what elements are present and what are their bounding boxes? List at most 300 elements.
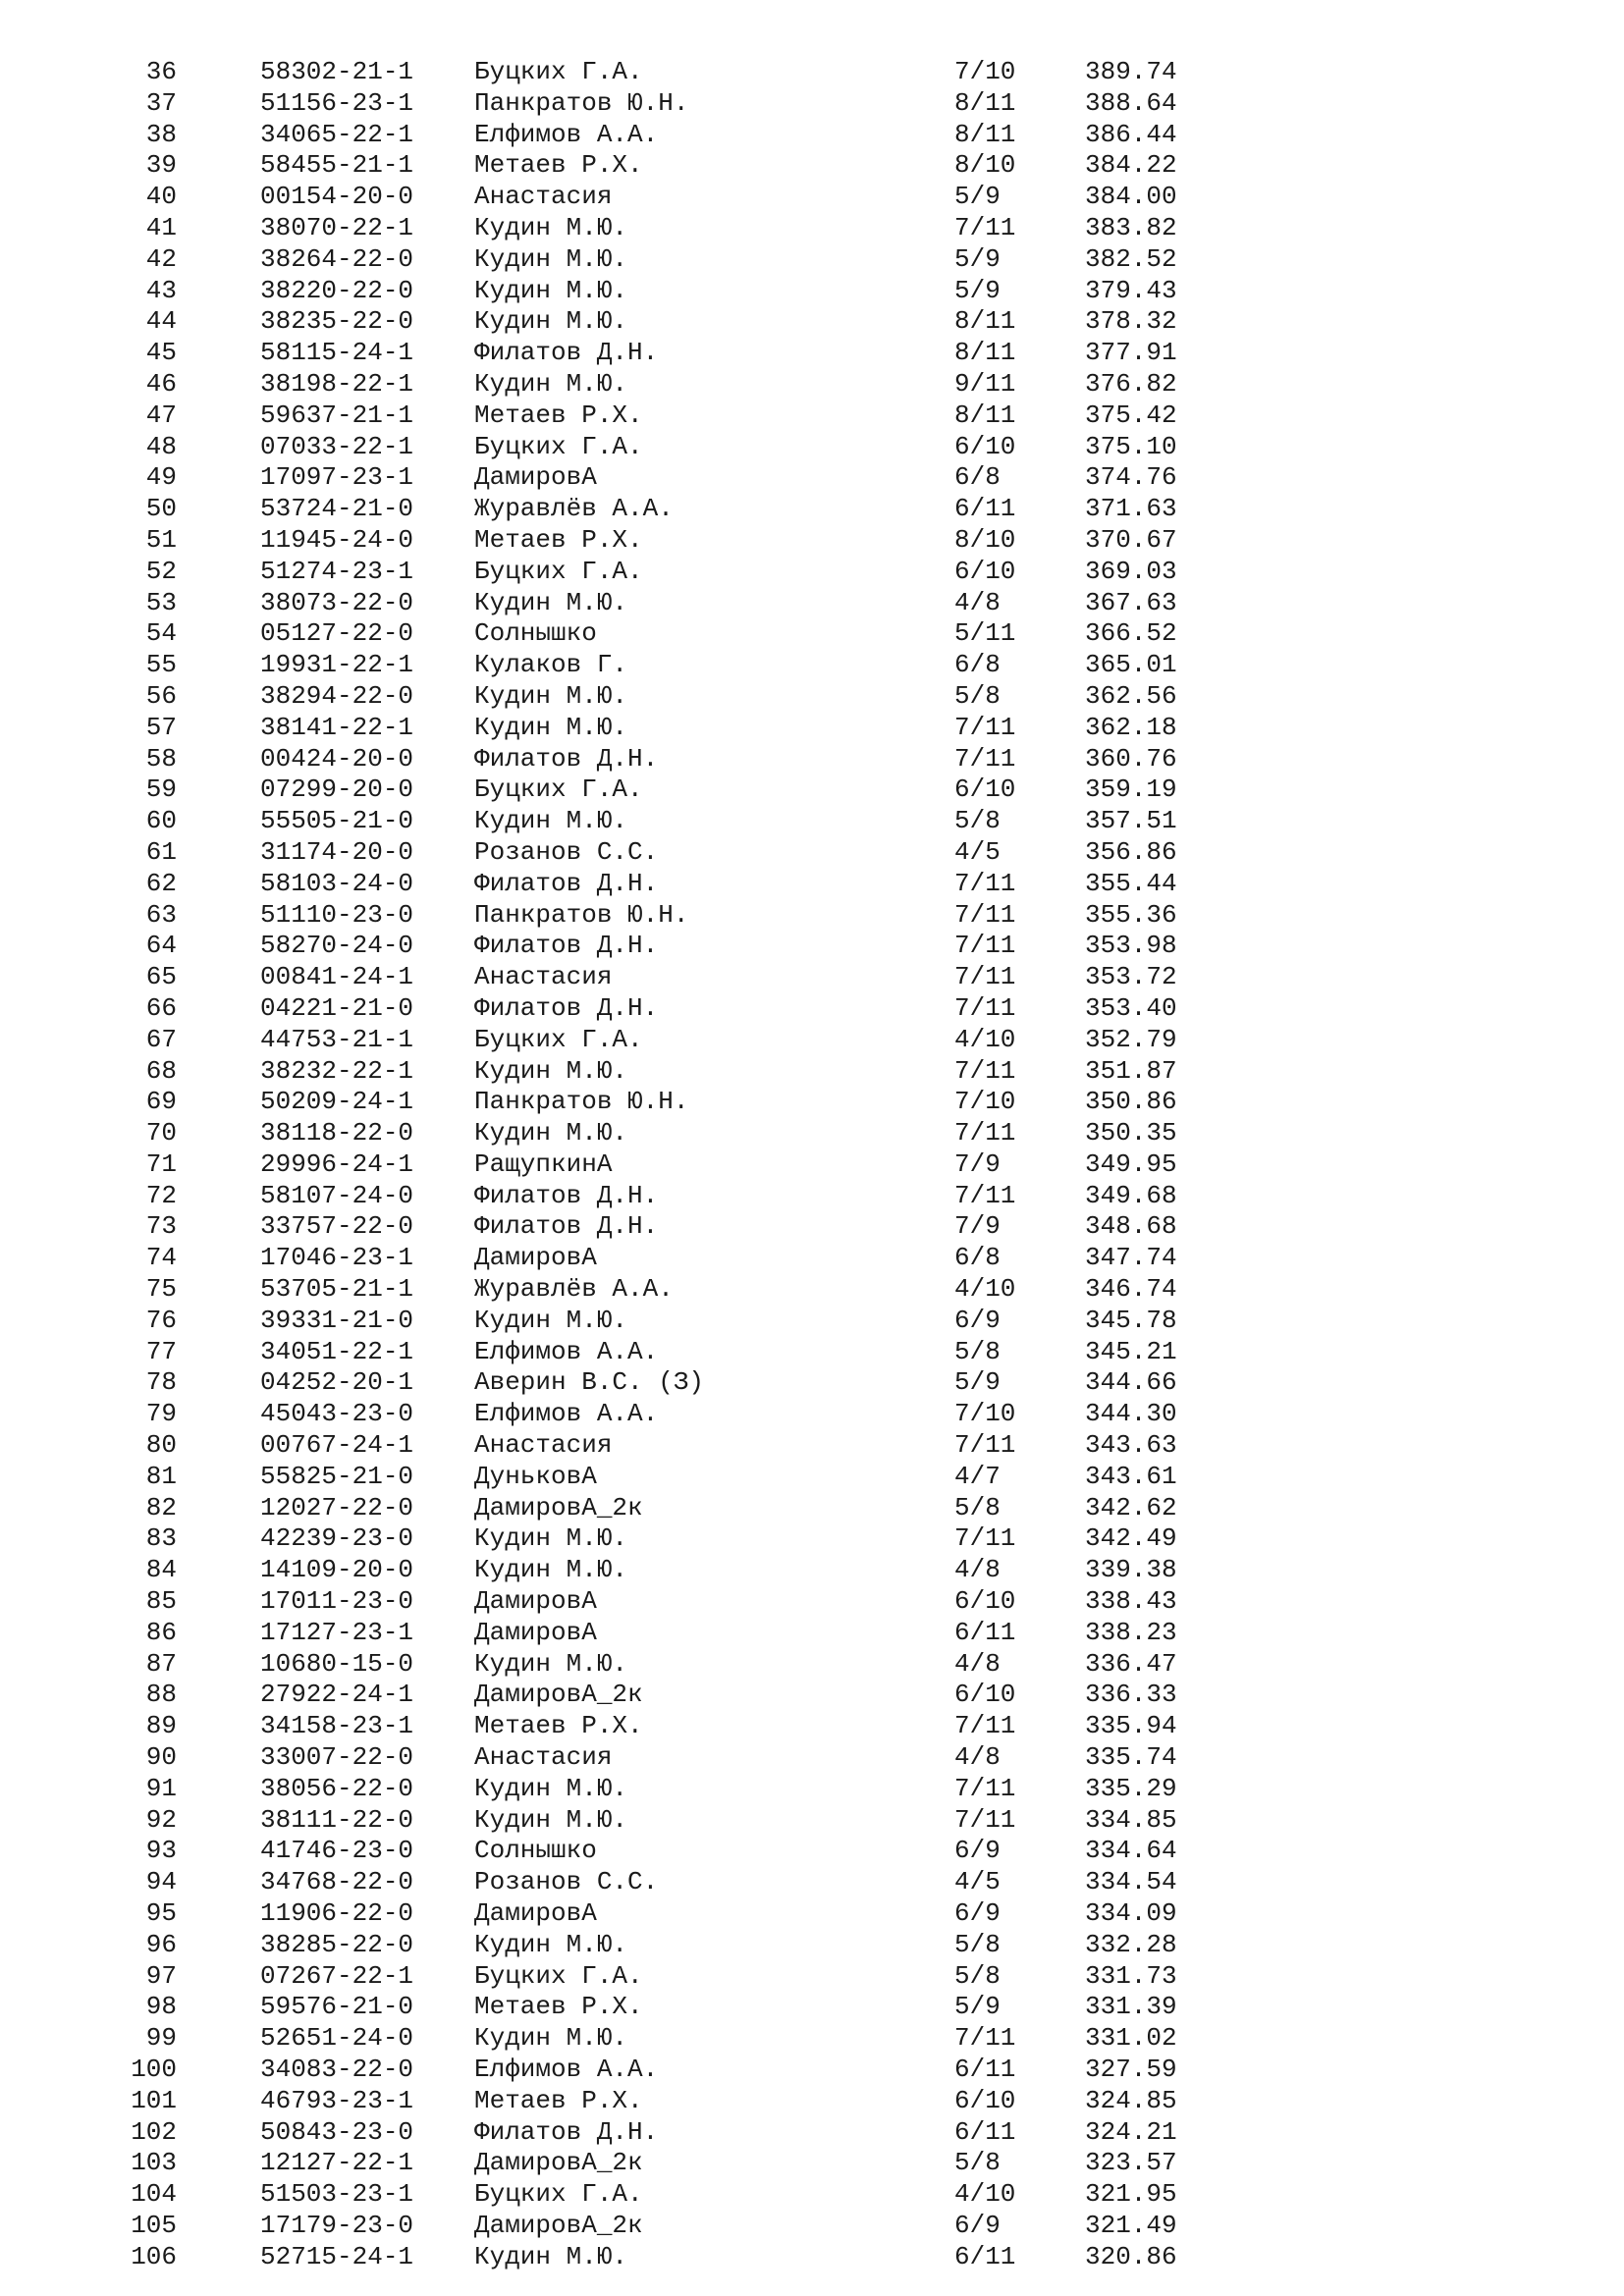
rank-cell: 61 xyxy=(145,836,177,867)
score-cell: 375.10 xyxy=(1085,431,1177,461)
table-row xyxy=(0,557,1624,588)
name-cell: ДамировА_2к xyxy=(474,1680,643,1710)
table-row xyxy=(0,400,1624,432)
table-row xyxy=(0,1211,1624,1243)
code-cell: 11945-24-0 xyxy=(260,524,414,555)
name-cell: Кудин М.Ю. xyxy=(474,368,628,399)
rank-cell: 64 xyxy=(145,931,177,961)
rank-cell: 48 xyxy=(145,431,177,461)
table-row xyxy=(0,1337,1624,1368)
name-cell: Кудин М.Ю. xyxy=(474,680,628,711)
rank-cell: 40 xyxy=(145,182,177,212)
ratio-cell: 8/11 xyxy=(954,306,1016,337)
code-cell: 07267-22-1 xyxy=(260,1960,414,1991)
score-cell: 343.61 xyxy=(1085,1461,1177,1491)
ratio-cell: 7/11 xyxy=(954,899,1016,930)
rank-cell: 55 xyxy=(145,650,177,680)
name-cell: Панкратов Ю.Н. xyxy=(474,899,689,930)
name-cell: Анастасия xyxy=(474,962,613,992)
name-cell: Солнышко xyxy=(474,1836,597,1866)
ratio-cell: 7/11 xyxy=(954,1430,1016,1461)
table-row xyxy=(0,1149,1624,1181)
code-cell: 45043-23-0 xyxy=(260,1399,414,1429)
rank-cell: 44 xyxy=(145,306,177,337)
name-cell: Филатов Д.Н. xyxy=(474,1211,659,1242)
rank-cell: 71 xyxy=(145,1148,177,1179)
ratio-cell: 7/11 xyxy=(954,712,1016,742)
code-cell: 19931-22-1 xyxy=(260,650,414,680)
table-row xyxy=(0,774,1624,806)
rank-cell: 47 xyxy=(145,400,177,430)
code-cell: 39331-21-0 xyxy=(260,1305,414,1335)
rank-cell: 72 xyxy=(145,1180,177,1210)
name-cell: ДамировА_2к xyxy=(474,2210,643,2240)
name-cell: Метаев Р.Х. xyxy=(474,150,643,181)
results-list xyxy=(0,57,1624,2273)
code-cell: 12027-22-0 xyxy=(260,1492,414,1522)
ratio-cell: 9/11 xyxy=(954,368,1016,399)
table-row xyxy=(0,1930,1624,1961)
table-row xyxy=(0,1243,1624,1274)
ratio-cell: 5/9 xyxy=(954,275,1001,305)
score-cell: 331.02 xyxy=(1085,2023,1177,2054)
table-row xyxy=(0,1025,1624,1056)
ratio-cell: 7/11 xyxy=(954,743,1016,774)
name-cell: Кудин М.Ю. xyxy=(474,1118,628,1148)
table-row xyxy=(0,120,1624,151)
name-cell: ДамировА xyxy=(474,462,597,493)
ratio-cell: 5/8 xyxy=(954,1960,1001,1991)
score-cell: 353.98 xyxy=(1085,931,1177,961)
code-cell: 58270-24-0 xyxy=(260,931,414,961)
table-row xyxy=(0,1462,1624,1493)
score-cell: 351.87 xyxy=(1085,1055,1177,1086)
ratio-cell: 5/8 xyxy=(954,1492,1001,1522)
score-cell: 389.74 xyxy=(1085,57,1177,86)
rank-cell: 38 xyxy=(145,119,177,149)
rank-cell: 106 xyxy=(131,2241,177,2271)
code-cell: 53705-21-1 xyxy=(260,1274,414,1305)
table-row xyxy=(0,1493,1624,1524)
code-cell: 38294-22-0 xyxy=(260,680,414,711)
code-cell: 17179-23-0 xyxy=(260,2210,414,2240)
score-cell: 343.63 xyxy=(1085,1430,1177,1461)
rank-cell: 49 xyxy=(145,462,177,493)
name-cell: Елфимов А.А. xyxy=(474,1336,659,1366)
ratio-cell: 7/11 xyxy=(954,962,1016,992)
code-cell: 00154-20-0 xyxy=(260,182,414,212)
code-cell: 07033-22-1 xyxy=(260,431,414,461)
score-cell: 347.74 xyxy=(1085,1243,1177,1273)
name-cell: Анастасия xyxy=(474,1742,613,1773)
rank-cell: 75 xyxy=(145,1274,177,1305)
code-cell: 00424-20-0 xyxy=(260,743,414,774)
name-cell: ДамировА xyxy=(474,1898,597,1929)
ratio-cell: 4/8 xyxy=(954,1648,1001,1679)
table-row xyxy=(0,525,1624,557)
ratio-cell: 4/10 xyxy=(954,1024,1016,1054)
rank-cell: 70 xyxy=(145,1118,177,1148)
table-row xyxy=(0,2211,1624,2242)
score-cell: 384.22 xyxy=(1085,150,1177,181)
table-row xyxy=(0,1555,1624,1586)
ratio-cell: 5/8 xyxy=(954,1336,1001,1366)
ratio-cell: 5/8 xyxy=(954,680,1001,711)
name-cell: Журавлёв А.А. xyxy=(474,1274,674,1305)
rank-cell: 56 xyxy=(145,680,177,711)
name-cell: Кудин М.Ю. xyxy=(474,1055,628,1086)
table-row xyxy=(0,338,1624,369)
name-cell: Филатов Д.Н. xyxy=(474,868,659,898)
score-cell: 348.68 xyxy=(1085,1211,1177,1242)
ratio-cell: 8/11 xyxy=(954,338,1016,368)
score-cell: 350.35 xyxy=(1085,1118,1177,1148)
rank-cell: 89 xyxy=(145,1711,177,1741)
score-cell: 336.47 xyxy=(1085,1648,1177,1679)
ratio-cell: 6/8 xyxy=(954,1243,1001,1273)
rank-cell: 65 xyxy=(145,962,177,992)
ratio-cell: 5/8 xyxy=(954,806,1001,836)
ratio-cell: 6/11 xyxy=(954,2055,1016,2084)
code-cell: 38264-22-0 xyxy=(260,243,414,274)
code-cell: 38141-22-1 xyxy=(260,712,414,742)
score-cell: 388.64 xyxy=(1085,87,1177,118)
table-row xyxy=(0,1523,1624,1555)
code-cell: 38285-22-0 xyxy=(260,1929,414,1959)
table-row xyxy=(0,900,1624,932)
ratio-cell: 8/11 xyxy=(954,87,1016,118)
table-row xyxy=(0,1898,1624,1930)
ratio-cell: 8/10 xyxy=(954,150,1016,181)
code-cell: 38220-22-0 xyxy=(260,275,414,305)
ratio-cell: 6/11 xyxy=(954,2116,1016,2147)
rank-cell: 74 xyxy=(145,1243,177,1273)
code-cell: 38111-22-0 xyxy=(260,1804,414,1835)
rank-cell: 45 xyxy=(145,338,177,368)
rank-cell: 36 xyxy=(145,57,177,86)
code-cell: 17011-23-0 xyxy=(260,1586,414,1617)
code-cell: 07299-20-0 xyxy=(260,774,414,805)
table-row xyxy=(0,1649,1624,1681)
score-cell: 384.00 xyxy=(1085,182,1177,212)
code-cell: 38118-22-0 xyxy=(260,1118,414,1148)
score-cell: 334.85 xyxy=(1085,1804,1177,1835)
code-cell: 00841-24-1 xyxy=(260,962,414,992)
score-cell: 324.85 xyxy=(1085,2085,1177,2115)
name-cell: Кудин М.Ю. xyxy=(474,1804,628,1835)
code-cell: 38056-22-0 xyxy=(260,1773,414,1803)
code-cell: 59576-21-0 xyxy=(260,1992,414,2022)
ratio-cell: 6/10 xyxy=(954,2085,1016,2115)
ratio-cell: 5/11 xyxy=(954,618,1016,649)
table-row xyxy=(0,2086,1624,2117)
score-cell: 344.66 xyxy=(1085,1367,1177,1398)
rank-cell: 43 xyxy=(145,275,177,305)
rank-cell: 85 xyxy=(145,1586,177,1617)
rank-cell: 41 xyxy=(145,212,177,242)
code-cell: 34065-22-1 xyxy=(260,119,414,149)
ratio-cell: 6/9 xyxy=(954,1836,1001,1866)
name-cell: Филатов Д.Н. xyxy=(474,2116,659,2147)
code-cell: 38073-22-0 xyxy=(260,587,414,617)
table-row xyxy=(0,1056,1624,1088)
name-cell: Анастасия xyxy=(474,182,613,212)
name-cell: Елфимов А.А. xyxy=(474,119,659,149)
score-cell: 383.82 xyxy=(1085,212,1177,242)
ratio-cell: 7/11 xyxy=(954,1118,1016,1148)
score-cell: 362.18 xyxy=(1085,712,1177,742)
name-cell: Филатов Д.Н. xyxy=(474,743,659,774)
name-cell: Филатов Д.Н. xyxy=(474,992,659,1023)
rank-cell: 86 xyxy=(145,1617,177,1647)
name-cell: Журавлёв А.А. xyxy=(474,494,674,524)
ratio-cell: 6/11 xyxy=(954,2241,1016,2271)
table-row xyxy=(0,276,1624,307)
table-row xyxy=(0,931,1624,962)
rank-cell: 84 xyxy=(145,1555,177,1585)
name-cell: Филатов Д.Н. xyxy=(474,931,659,961)
code-cell: 50843-23-0 xyxy=(260,2116,414,2147)
name-cell: Елфимов А.А. xyxy=(474,1399,659,1429)
ratio-cell: 6/10 xyxy=(954,774,1016,805)
name-cell: ДамировА xyxy=(474,1617,597,1647)
ratio-cell: 7/10 xyxy=(954,1399,1016,1429)
name-cell: Буцких Г.А. xyxy=(474,1960,643,1991)
ratio-cell: 4/10 xyxy=(954,1274,1016,1305)
ratio-cell: 7/11 xyxy=(954,212,1016,242)
code-cell: 50209-24-1 xyxy=(260,1087,414,1117)
ratio-cell: 6/9 xyxy=(954,1305,1001,1335)
code-cell: 51156-23-1 xyxy=(260,87,414,118)
table-row xyxy=(0,1367,1624,1399)
score-cell: 332.28 xyxy=(1085,1929,1177,1959)
ratio-cell: 7/10 xyxy=(954,57,1016,86)
ratio-cell: 5/8 xyxy=(954,2148,1001,2178)
rank-cell: 52 xyxy=(145,556,177,586)
table-row xyxy=(0,1992,1624,2023)
name-cell: Розанов С.С. xyxy=(474,1867,659,1897)
table-row xyxy=(0,2055,1624,2086)
name-cell: Метаев Р.Х. xyxy=(474,2085,643,2115)
code-cell: 58103-24-0 xyxy=(260,868,414,898)
code-cell: 44753-21-1 xyxy=(260,1024,414,1054)
table-row xyxy=(0,1680,1624,1711)
table-row xyxy=(0,1711,1624,1742)
code-cell: 58302-21-1 xyxy=(260,57,414,86)
ratio-cell: 4/5 xyxy=(954,836,1001,867)
ratio-cell: 8/11 xyxy=(954,400,1016,430)
table-row xyxy=(0,1274,1624,1306)
ratio-cell: 7/11 xyxy=(954,2023,1016,2054)
name-cell: ДамировА_2к xyxy=(474,1492,643,1522)
code-cell: 58115-24-1 xyxy=(260,338,414,368)
code-cell: 00767-24-1 xyxy=(260,1430,414,1461)
rank-cell: 94 xyxy=(145,1867,177,1897)
table-row xyxy=(0,1118,1624,1149)
score-cell: 334.54 xyxy=(1085,1867,1177,1897)
name-cell: Анастасия xyxy=(474,1430,613,1461)
name-cell: Кудин М.Ю. xyxy=(474,712,628,742)
score-cell: 342.62 xyxy=(1085,1492,1177,1522)
rank-cell: 87 xyxy=(145,1648,177,1679)
table-row xyxy=(0,869,1624,900)
score-cell: 338.23 xyxy=(1085,1617,1177,1647)
table-row xyxy=(0,88,1624,120)
ratio-cell: 6/9 xyxy=(954,2210,1001,2240)
code-cell: 34051-22-1 xyxy=(260,1336,414,1366)
code-cell: 52651-24-0 xyxy=(260,2023,414,2054)
table-row xyxy=(0,2242,1624,2273)
code-cell: 04221-21-0 xyxy=(260,992,414,1023)
score-cell: 331.39 xyxy=(1085,1992,1177,2022)
code-cell: 55505-21-0 xyxy=(260,806,414,836)
ratio-cell: 5/9 xyxy=(954,182,1001,212)
rank-cell: 105 xyxy=(131,2210,177,2240)
table-row xyxy=(0,213,1624,244)
rank-cell: 54 xyxy=(145,618,177,649)
name-cell: Филатов Д.Н. xyxy=(474,1180,659,1210)
rank-cell: 51 xyxy=(145,524,177,555)
name-cell: Кудин М.Ю. xyxy=(474,2023,628,2054)
code-cell: 27922-24-1 xyxy=(260,1680,414,1710)
rank-cell: 68 xyxy=(145,1055,177,1086)
rank-cell: 76 xyxy=(145,1305,177,1335)
table-row xyxy=(0,1586,1624,1618)
table-row xyxy=(0,182,1624,213)
table-row xyxy=(0,57,1624,88)
rank-cell: 100 xyxy=(131,2055,177,2084)
code-cell: 17127-23-1 xyxy=(260,1617,414,1647)
code-cell: 55825-21-0 xyxy=(260,1461,414,1491)
code-cell: 04252-20-1 xyxy=(260,1367,414,1398)
code-cell: 33757-22-0 xyxy=(260,1211,414,1242)
rank-cell: 88 xyxy=(145,1680,177,1710)
name-cell: ДамировА_2к xyxy=(474,2148,643,2178)
ratio-cell: 7/11 xyxy=(954,868,1016,898)
name-cell: РащупкинА xyxy=(474,1148,613,1179)
name-cell: ДамировА xyxy=(474,1243,597,1273)
ratio-cell: 7/11 xyxy=(954,1180,1016,1210)
ratio-cell: 5/8 xyxy=(954,1929,1001,1959)
score-cell: 355.36 xyxy=(1085,899,1177,930)
rank-cell: 73 xyxy=(145,1211,177,1242)
rank-cell: 103 xyxy=(131,2148,177,2178)
table-row xyxy=(0,1399,1624,1430)
name-cell: Кудин М.Ю. xyxy=(474,587,628,617)
name-cell: Панкратов Ю.Н. xyxy=(474,1087,689,1117)
score-cell: 370.67 xyxy=(1085,524,1177,555)
ratio-cell: 7/11 xyxy=(954,931,1016,961)
ratio-cell: 6/10 xyxy=(954,1586,1016,1617)
table-row xyxy=(0,1618,1624,1649)
score-cell: 365.01 xyxy=(1085,650,1177,680)
table-row xyxy=(0,2148,1624,2179)
score-cell: 345.78 xyxy=(1085,1305,1177,1335)
score-cell: 335.94 xyxy=(1085,1711,1177,1741)
table-row xyxy=(0,369,1624,400)
ratio-cell: 5/9 xyxy=(954,1367,1001,1398)
score-cell: 376.82 xyxy=(1085,368,1177,399)
score-cell: 374.76 xyxy=(1085,462,1177,493)
name-cell: Кудин М.Ю. xyxy=(474,1523,628,1554)
table-row xyxy=(0,306,1624,338)
name-cell: Кудин М.Ю. xyxy=(474,806,628,836)
name-cell: Кудин М.Ю. xyxy=(474,1773,628,1803)
rank-cell: 42 xyxy=(145,243,177,274)
ratio-cell: 8/10 xyxy=(954,524,1016,555)
rank-cell: 99 xyxy=(145,2023,177,2054)
rank-cell: 57 xyxy=(145,712,177,742)
rank-cell: 62 xyxy=(145,868,177,898)
score-cell: 362.56 xyxy=(1085,680,1177,711)
name-cell: Аверин В.С. (З) xyxy=(474,1367,705,1398)
score-cell: 345.21 xyxy=(1085,1336,1177,1366)
score-cell: 323.57 xyxy=(1085,2148,1177,2178)
name-cell: Буцких Г.А. xyxy=(474,556,643,586)
code-cell: 38070-22-1 xyxy=(260,212,414,242)
ratio-cell: 7/9 xyxy=(954,1211,1001,1242)
score-cell: 353.40 xyxy=(1085,992,1177,1023)
rank-cell: 60 xyxy=(145,806,177,836)
rank-cell: 92 xyxy=(145,1804,177,1835)
score-cell: 352.79 xyxy=(1085,1024,1177,1054)
table-row xyxy=(0,462,1624,494)
rank-cell: 102 xyxy=(131,2116,177,2147)
name-cell: Буцких Г.А. xyxy=(474,774,643,805)
code-cell: 31174-20-0 xyxy=(260,836,414,867)
score-cell: 334.64 xyxy=(1085,1836,1177,1866)
rank-cell: 78 xyxy=(145,1367,177,1398)
ratio-cell: 6/11 xyxy=(954,1617,1016,1647)
code-cell: 05127-22-0 xyxy=(260,618,414,649)
name-cell: Метаев Р.Х. xyxy=(474,400,643,430)
code-cell: 58455-21-1 xyxy=(260,150,414,181)
ratio-cell: 7/9 xyxy=(954,1148,1001,1179)
table-row xyxy=(0,1742,1624,1774)
table-row xyxy=(0,1181,1624,1212)
name-cell: Буцких Г.А. xyxy=(474,431,643,461)
score-cell: 378.32 xyxy=(1085,306,1177,337)
name-cell: Буцких Г.А. xyxy=(474,2179,643,2210)
code-cell: 53724-21-0 xyxy=(260,494,414,524)
rank-cell: 97 xyxy=(145,1960,177,1991)
table-row xyxy=(0,962,1624,993)
name-cell: Кудин М.Ю. xyxy=(474,275,628,305)
score-cell: 382.52 xyxy=(1085,243,1177,274)
rank-cell: 90 xyxy=(145,1742,177,1773)
rank-cell: 91 xyxy=(145,1773,177,1803)
name-cell: Кудин М.Ю. xyxy=(474,212,628,242)
code-cell: 38235-22-0 xyxy=(260,306,414,337)
score-cell: 356.86 xyxy=(1085,836,1177,867)
ratio-cell: 6/8 xyxy=(954,650,1001,680)
name-cell: Кудин М.Ю. xyxy=(474,1648,628,1679)
ratio-cell: 6/8 xyxy=(954,462,1001,493)
name-cell: Метаев Р.Х. xyxy=(474,524,643,555)
ratio-cell: 5/9 xyxy=(954,243,1001,274)
table-row xyxy=(0,2117,1624,2149)
score-cell: 344.30 xyxy=(1085,1399,1177,1429)
rank-cell: 39 xyxy=(145,150,177,181)
rank-cell: 69 xyxy=(145,1087,177,1117)
rank-cell: 95 xyxy=(145,1898,177,1929)
name-cell: Буцких Г.А. xyxy=(474,57,643,86)
ratio-cell: 8/11 xyxy=(954,119,1016,149)
code-cell: 46793-23-1 xyxy=(260,2085,414,2115)
score-cell: 349.95 xyxy=(1085,1148,1177,1179)
name-cell: Елфимов А.А. xyxy=(474,2055,659,2084)
code-cell: 17046-23-1 xyxy=(260,1243,414,1273)
